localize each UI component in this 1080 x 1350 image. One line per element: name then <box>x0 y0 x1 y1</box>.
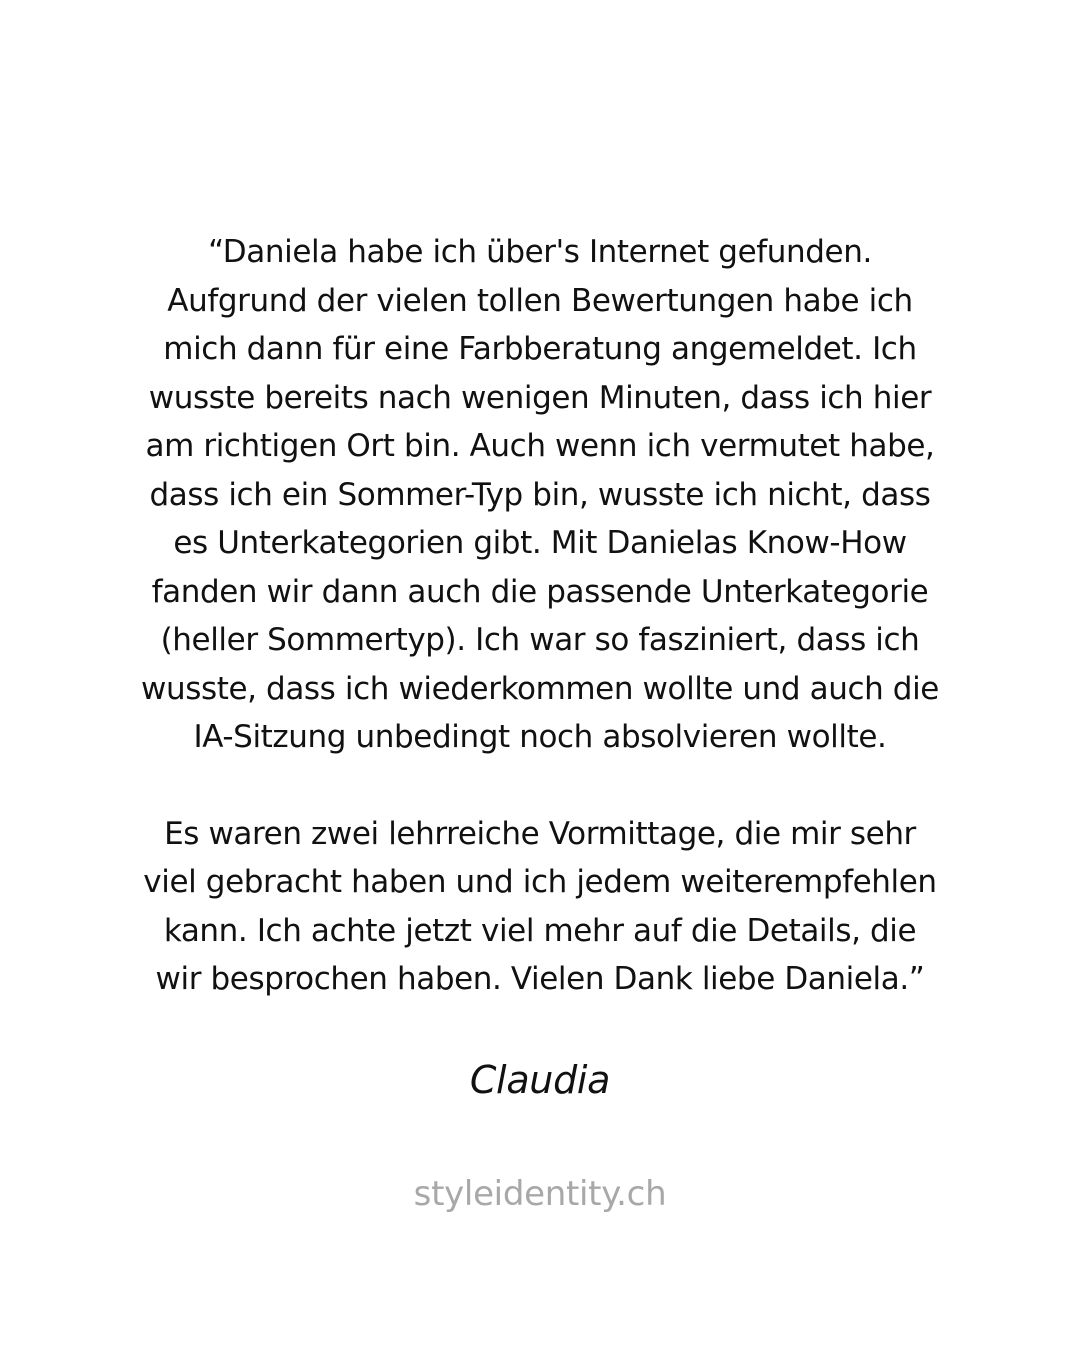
testimonial-quote <box>90 228 990 1004</box>
author-name: Claudia <box>469 1058 611 1102</box>
quote-line: Aufgrund der vielen tollen Bewertungen habe ich <box>167 282 913 319</box>
quote-line: Es waren zwei lehrreiche Vormittage, die mir sehr <box>164 815 916 852</box>
quote-line: viel gebracht haben und ich jedem weiterempfehlen <box>143 864 937 900</box>
website-label: styleidentity.ch <box>413 1174 667 1214</box>
quote-paragraph-1 <box>90 228 990 762</box>
quote-line: fanden wir dann auch die passende Unterkategorie <box>151 573 929 610</box>
quote-line: am richtigen Ort bin. Auch wenn ich vermutet habe, <box>145 428 935 464</box>
quote-line: es Unterkategorien gibt. Mit Danielas Know-How <box>173 525 907 561</box>
quote-line: wusste bereits nach wenigen Minuten, dass ich hier <box>148 379 932 416</box>
quote-line: (heller Sommertyp). Ich war so fasziniert, dass ich <box>160 622 920 658</box>
quote-line: kann. Ich achte jetzt viel mehr auf die Details, die <box>163 912 917 949</box>
quote-line: dass ich ein Sommer-Typ bin, wusste ich nicht, dass <box>149 476 931 513</box>
quote-line: wir besprochen haben. Vielen Dank liebe Daniela.” <box>155 961 925 997</box>
quote-line: “Daniela habe ich über's Internet gefunden. <box>208 234 872 270</box>
quote-paragraph-2 <box>90 810 990 1004</box>
quote-line: mich dann für eine Farbberatung angemeldet. Ich <box>163 331 917 367</box>
quote-line: IA-Sitzung unbedingt noch absolvieren wollte. <box>193 719 887 755</box>
quote-line: wusste, dass ich wiederkommen wollte und auch die <box>141 670 939 707</box>
